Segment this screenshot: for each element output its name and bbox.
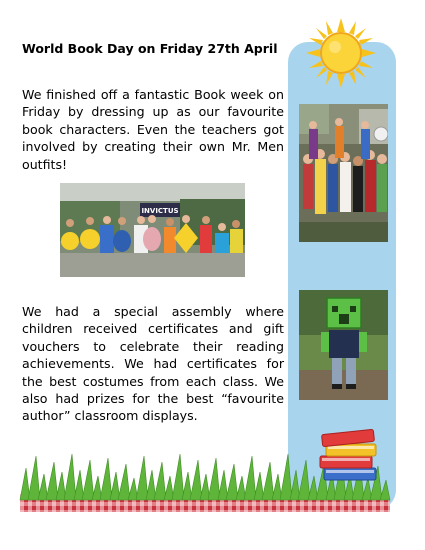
assembly-paragraph: We had a special assembly where children received certificates and gift vouchers to celebrate their reading achievements. We had certificates for the best costumes from each class. We also had prizes for the best “favourite author” classroom displays. (22, 304, 284, 424)
book-stack-icon (316, 428, 382, 488)
page-title: World Book Day on Friday 27th April (22, 41, 278, 56)
sun-icon (306, 18, 376, 92)
costume-group-photo (299, 104, 388, 242)
minecraft-costume-photo (299, 290, 388, 400)
school-sign-text: INVICTUS (141, 207, 179, 215)
intro-paragraph: We finished off a fantastic Book week on Friday by dressing up as our favourite book characters. Even the teachers got involved by creating their own Mr. Men outfits! (22, 87, 284, 172)
teachers-mr-men-photo (60, 183, 245, 277)
